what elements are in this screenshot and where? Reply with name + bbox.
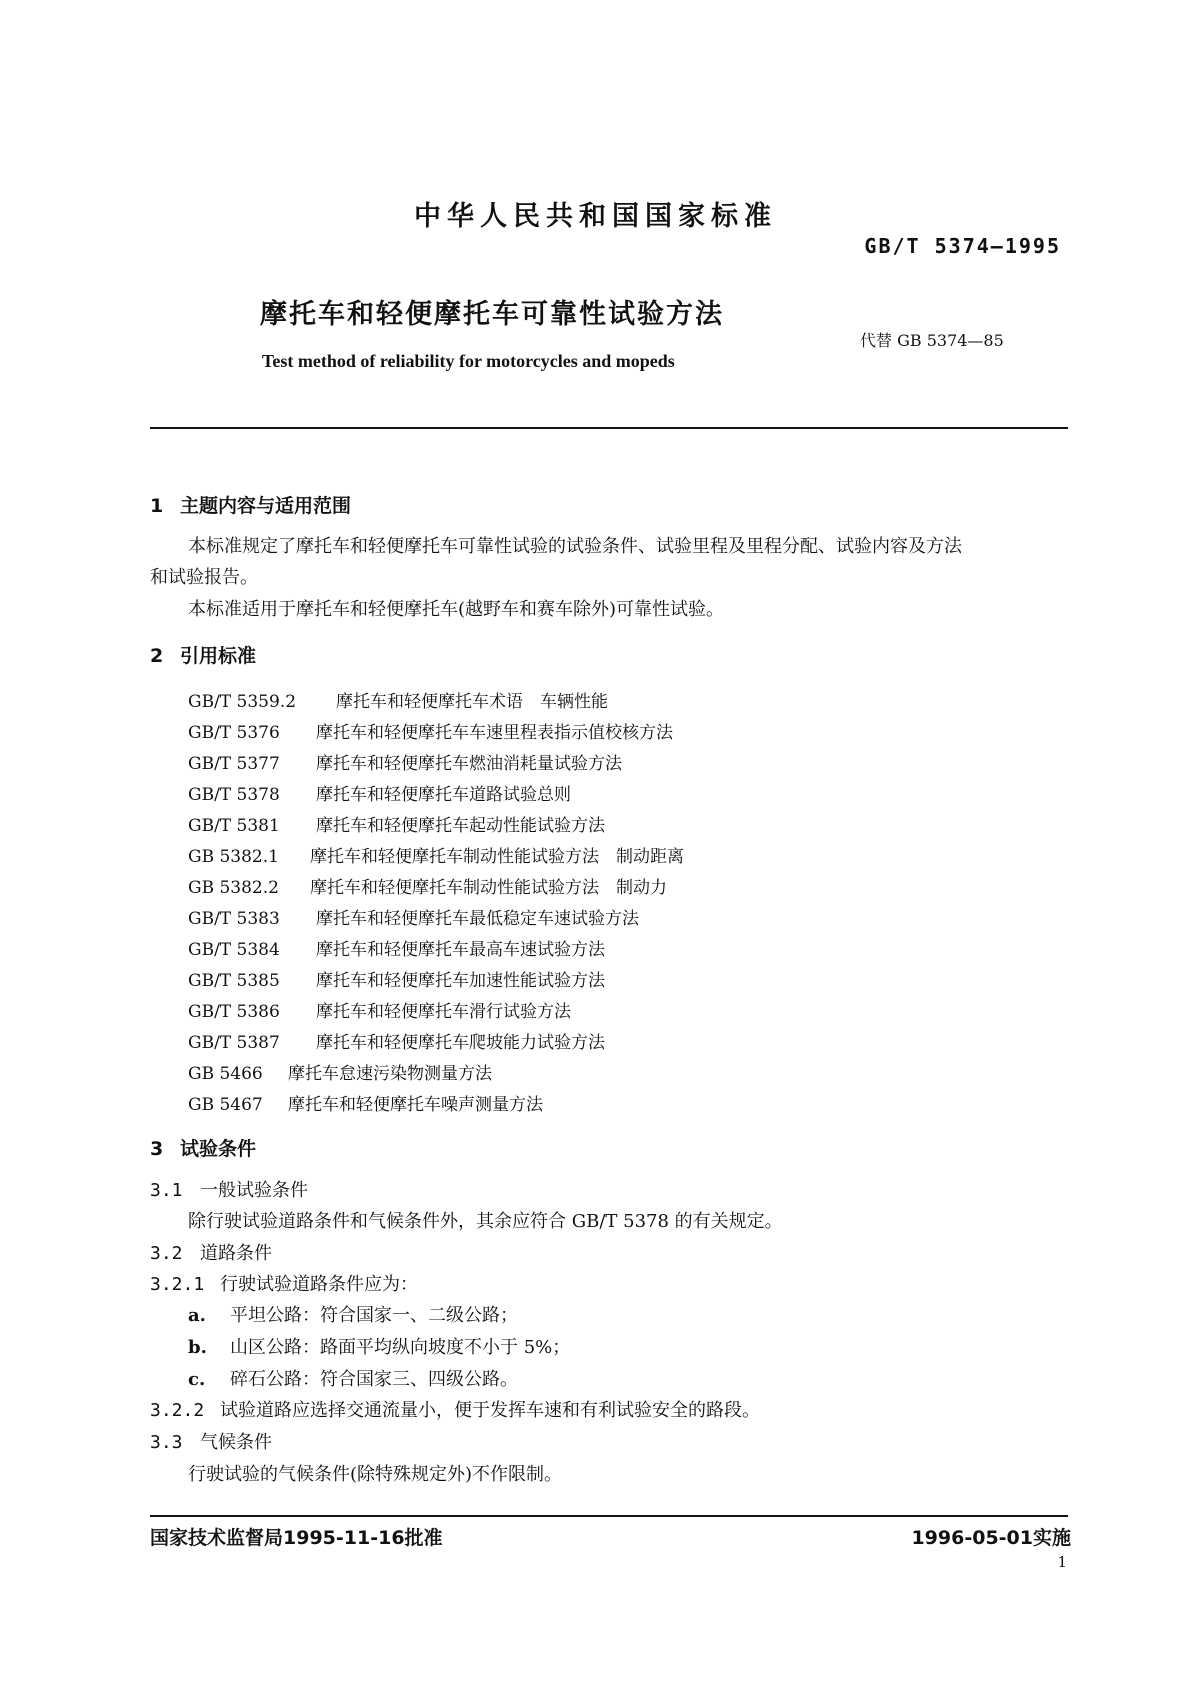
section-title: 试验条件	[180, 1138, 257, 1160]
subsection-number: 3.1	[150, 1180, 183, 1201]
reference-title: 摩托车和轻便摩托车制动性能试验方法 制动距离	[310, 847, 684, 867]
subsection-3-2-2	[150, 1396, 760, 1422]
reference-code: GB/T 5384	[188, 940, 280, 960]
reference-code: GB/T 5376	[188, 723, 280, 743]
approval-note: 国家技术监督局1995-11-16批准	[150, 1527, 443, 1549]
section-3-heading	[150, 1134, 256, 1161]
section-number: 2	[150, 645, 164, 667]
section-number: 1	[150, 495, 164, 517]
section-title: 引用标准	[180, 645, 257, 667]
reference-title: 摩托车和轻便摩托车最高车速试验方法	[316, 940, 605, 960]
reference-code: GB/T 5359.2	[188, 692, 297, 712]
subsection-title: 一般试验条件	[200, 1180, 308, 1201]
reference-code: GB/T 5381	[188, 816, 280, 836]
page-number: 1	[1057, 1553, 1067, 1571]
section-number: 3	[150, 1138, 164, 1160]
section-title: 主题内容与适用范围	[180, 495, 352, 517]
english-title: Test method of reliability for motorcycles and mopeds	[262, 351, 675, 371]
reference-code: GB 5382.1	[188, 847, 279, 867]
reference-code: GB 5466	[188, 1064, 263, 1084]
list-text: 碎石公路：符合国家三、四级公路。	[230, 1369, 518, 1390]
reference-title: 摩托车和轻便摩托车道路试验总则	[316, 785, 571, 805]
subsection-3-3	[150, 1428, 272, 1454]
reference-title: 摩托车和轻便摩托车最低稳定车速试验方法	[316, 909, 639, 929]
reference-title: 摩托车和轻便摩托车起动性能试验方法	[316, 816, 605, 836]
doc-title: 摩托车和轻便摩托车可靠性试验方法	[260, 299, 724, 330]
list-item	[188, 1333, 570, 1359]
section-2-heading	[150, 641, 256, 668]
subsection-3-2-1	[150, 1270, 418, 1296]
reference-title: 摩托车和轻便摩托车爬坡能力试验方法	[316, 1033, 605, 1053]
paragraph: 本标准规定了摩托车和轻便摩托车可靠性试验的试验条件、试验里程及里程分配、试验内容及方法	[188, 536, 962, 557]
subsection-title: 道路条件	[200, 1243, 272, 1264]
reference-item	[188, 1059, 492, 1084]
list-label: c.	[188, 1369, 206, 1390]
reference-item	[188, 749, 622, 774]
subsection-number: 3.2.2	[150, 1400, 205, 1421]
list-item	[188, 1365, 518, 1391]
subsection-text: 试验道路应选择交通流量小，便于发挥车速和有利试验安全的路段。	[220, 1400, 760, 1421]
subsection-3-1	[150, 1176, 308, 1202]
paragraph: 除行驶试验道路条件和气候条件外，其余应符合 GB/T 5378 的有关规定。	[188, 1211, 783, 1232]
paragraph: 行驶试验的气候条件(除特殊规定外)不作限制。	[188, 1464, 563, 1485]
reference-code: GB/T 5378	[188, 785, 280, 805]
reference-title: 摩托车和轻便摩托车噪声测量方法	[288, 1095, 543, 1115]
reference-code: GB/T 5385	[188, 971, 280, 991]
paragraph: 本标准适用于摩托车和轻便摩托车(越野车和赛车除外)可靠性试验。	[188, 599, 725, 620]
reference-title: 摩托车和轻便摩托车术语 车辆性能	[336, 692, 608, 712]
header-divider	[150, 427, 1068, 429]
reference-title: 摩托车和轻便摩托车车速里程表指示值校核方法	[316, 723, 673, 743]
implementation-date: 1996-05-01实施	[911, 1527, 1071, 1549]
subsection-number: 3.2	[150, 1243, 183, 1264]
reference-title: 摩托车怠速污染物测量方法	[288, 1064, 492, 1084]
section-1-heading	[150, 491, 351, 518]
reference-title: 摩托车和轻便摩托车燃油消耗量试验方法	[316, 754, 622, 774]
list-label: b.	[188, 1337, 207, 1358]
reference-title: 摩托车和轻便摩托车加速性能试验方法	[316, 971, 605, 991]
reference-item	[188, 718, 673, 743]
subsection-text: 行驶试验道路条件应为：	[220, 1274, 418, 1295]
reference-title: 摩托车和轻便摩托车滑行试验方法	[316, 1002, 571, 1022]
reference-item	[188, 873, 667, 898]
reference-item	[188, 842, 684, 867]
reference-item	[188, 687, 608, 712]
list-text: 山区公路：路面平均纵向坡度不小于 5%；	[230, 1337, 571, 1358]
reference-item	[188, 811, 605, 836]
reference-code: GB/T 5383	[188, 909, 280, 929]
paragraph: 和试验报告。	[150, 567, 258, 588]
reference-item	[188, 997, 571, 1022]
reference-item	[188, 935, 605, 960]
org-title: 中华人民共和国国家标准	[414, 201, 777, 232]
subsection-title: 气候条件	[200, 1432, 272, 1453]
reference-code: GB/T 5377	[188, 754, 280, 774]
list-text: 平坦公路：符合国家一、二级公路；	[230, 1305, 518, 1326]
reference-code: GB/T 5387	[188, 1033, 280, 1053]
subsection-number: 3.2.1	[150, 1274, 205, 1295]
subsection-number: 3.3	[150, 1432, 183, 1453]
footer-divider	[150, 1515, 1068, 1517]
reference-code: GB/T 5386	[188, 1002, 280, 1022]
reference-code: GB 5467	[188, 1095, 263, 1115]
reference-item	[188, 904, 639, 929]
reference-item	[188, 1028, 605, 1053]
standard-code: GB/T 5374—1995	[864, 234, 1061, 258]
subsection-3-2	[150, 1239, 272, 1265]
reference-title: 摩托车和轻便摩托车制动性能试验方法 制动力	[310, 878, 667, 898]
reference-item	[188, 966, 605, 991]
list-item	[188, 1301, 518, 1327]
replaces-note: 代替 GB 5374—85	[860, 331, 1004, 350]
reference-code: GB 5382.2	[188, 878, 279, 898]
list-label: a.	[188, 1305, 206, 1326]
reference-item	[188, 780, 571, 805]
reference-item	[188, 1090, 543, 1115]
